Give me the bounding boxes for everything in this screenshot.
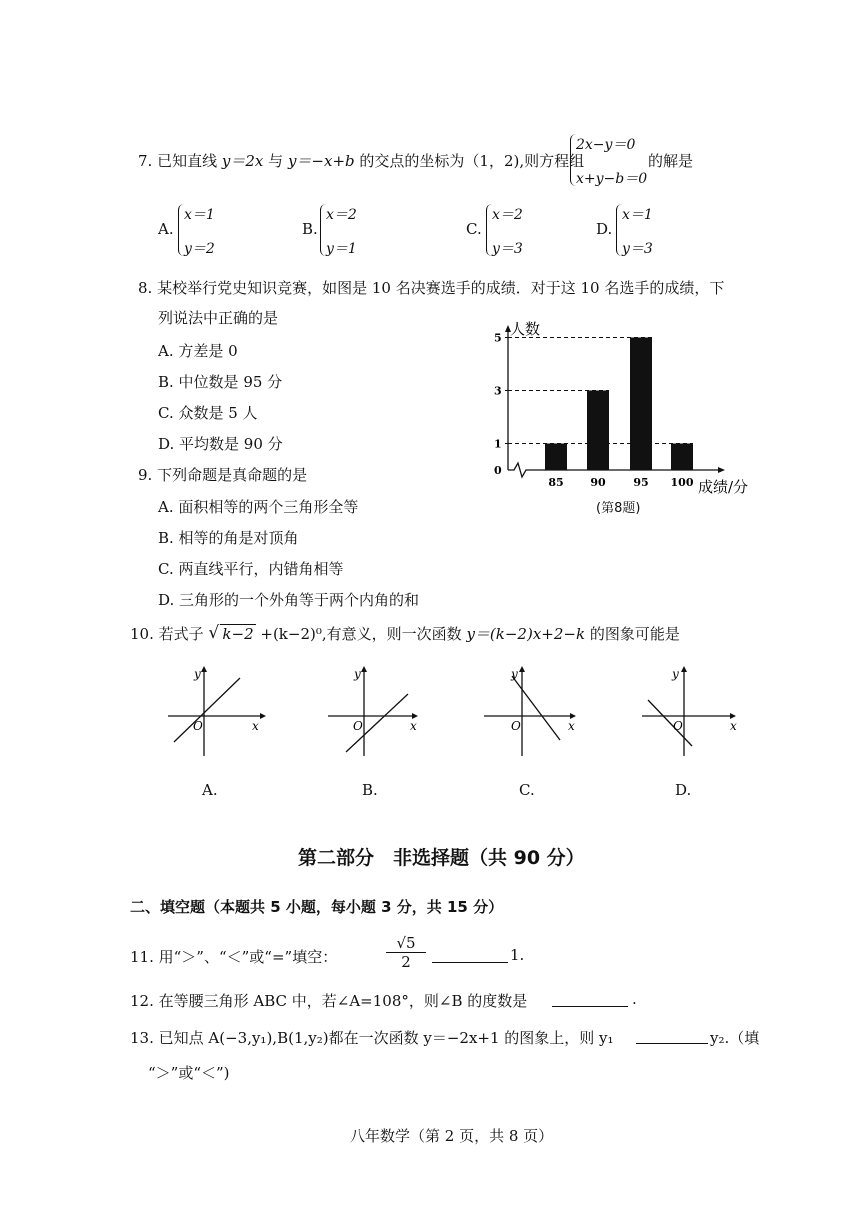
q9-option-b[interactable]: B. 相等的角是对顶角 [158, 529, 299, 547]
q7-line1: y＝2x [221, 152, 264, 170]
x-axis-arrow [718, 467, 725, 473]
y-tick-label: 0 [494, 464, 502, 477]
q9-option-d[interactable]: D. 三角形的一个外角等于两个内角的和 [158, 591, 420, 609]
score-bar-chart [478, 310, 768, 520]
q9-stem: 9. 下列命题是真命题的是 [138, 466, 308, 484]
q9-option-c[interactable]: C. 两直线平行，内错角相等 [158, 560, 344, 578]
option-label: C. [466, 220, 482, 238]
option-bottom: y＝3 [492, 241, 523, 257]
page-footer: 八年数学（第 2 页，共 8 页） [350, 1127, 554, 1145]
bar-95 [630, 338, 652, 471]
origin-label: O [511, 719, 521, 733]
q10-radicand: k−2 [222, 625, 254, 643]
q10-stem [130, 623, 680, 644]
y-axis-label: y [354, 667, 361, 681]
q8-option-b[interactable]: B. 中位数是 95 分 [158, 373, 283, 391]
y-axis-label: y [511, 667, 518, 681]
option-bottom: y＝2 [184, 241, 215, 257]
x-axis-label: x [568, 719, 575, 733]
q10-graph-a[interactable] [160, 660, 270, 760]
q10-graph-d[interactable] [638, 660, 748, 760]
y-axis-title: 人数 [510, 320, 541, 338]
q7-stem-d: 的解是 [648, 152, 694, 170]
option-bottom: y＝1 [326, 241, 357, 257]
q7-line2: y＝−x+b [287, 152, 355, 170]
q8-stem-line1: 8. 某校举行党史知识竞赛，如图是 10 名决赛选手的成绩．对于这 10 名选手的成绩，下 [138, 279, 725, 297]
x-axis-label: x [410, 719, 417, 733]
q12-answer-blank[interactable] [552, 1006, 628, 1007]
q9-option-a[interactable]: A. 面积相等的两个三角形全等 [158, 498, 359, 516]
q13-stem: 13. 已知点 A(−3,y₁),B(1,y₂)都在一次函数 y＝−2x+1 的图象上，则 y₁ [130, 1029, 614, 1047]
option-top: x＝1 [184, 207, 215, 223]
q12-tail: . [632, 990, 637, 1008]
bar-90 [587, 391, 609, 471]
option-label: B. [302, 220, 318, 238]
q10-stem-c: 的图象可能是 [589, 625, 680, 643]
q11-tail: 1. [510, 946, 525, 964]
q11-stem: 11. 用“＞”、“＜”或“=”填空： [130, 948, 338, 966]
y-tick-label: 1 [494, 437, 502, 451]
y-axis-label: y [194, 667, 201, 681]
q11-numerator: √5 [386, 934, 426, 953]
option-top: x＝1 [622, 207, 653, 223]
x-tick-label: 90 [590, 476, 606, 489]
x-tick-label: 85 [548, 476, 564, 489]
q10-sqrt: √ k−2 [208, 623, 254, 643]
x-axis-title: 成绩/分 [698, 478, 749, 496]
x-tick-label: 95 [633, 476, 649, 489]
q10-stem-a: 10. 若式子 [130, 625, 204, 643]
q7-stem-b: 与 [268, 152, 284, 170]
section2-title: 二、填空题（本题共 5 小题，每小题 3 分，共 15 分） [130, 898, 504, 916]
q8-option-c[interactable]: C. 众数是 5 人 [158, 404, 258, 422]
q7-eq2: x+y−b＝0 [576, 171, 648, 187]
q13-answer-blank[interactable] [636, 1043, 708, 1044]
q8-caption: (第8题) [596, 501, 641, 516]
option-label: A. [158, 220, 174, 238]
q10-graph-b[interactable] [322, 660, 432, 760]
q7-stem [138, 150, 584, 171]
option-top: x＝2 [326, 207, 357, 223]
origin-label: O [673, 719, 683, 733]
q8-stem-line2: 列说法中正确的是 [158, 309, 279, 327]
y-tick-label: 5 [494, 331, 502, 345]
bar-85 [545, 444, 567, 471]
q12-stem: 12. 在等腰三角形 ABC 中，若∠A=108°，则∠B 的度数是 [130, 992, 528, 1010]
q7-eq1: 2x−y＝0 [576, 137, 636, 153]
q11-fraction [386, 934, 426, 971]
q7-stem-c: 的交点的坐标为（1，2),则方程组 [359, 152, 585, 170]
q13-line2: “＞”或“＜”) [148, 1064, 230, 1082]
q11-denominator: 2 [401, 953, 411, 971]
q8-option-a[interactable]: A. 方差是 0 [158, 342, 238, 360]
q10-func: y＝(k−2)x+2−k [466, 625, 586, 643]
q10-label-b: B. [362, 781, 378, 799]
origin-label: O [353, 719, 363, 733]
q10-label-c: C. [519, 781, 535, 799]
q10-label-d: D. [675, 781, 692, 799]
q10-graph-c[interactable] [480, 660, 590, 760]
bar-100 [671, 444, 693, 471]
y-axis-label: y [672, 667, 679, 681]
y-tick-label: 3 [494, 384, 502, 398]
x-axis-label: x [730, 719, 737, 733]
q11-answer-blank[interactable] [432, 962, 508, 963]
option-label: D. [596, 220, 613, 238]
q13-mid: y₂.（填 [710, 1029, 760, 1047]
x-tick-label: 100 [670, 476, 694, 489]
q7-stem-a: 7. 已知直线 [138, 152, 218, 170]
q8-option-d[interactable]: D. 平均数是 90 分 [158, 435, 283, 453]
part2-title: 第二部分 非选择题（共 90 分） [298, 847, 585, 869]
x-axis-label: x [252, 719, 259, 733]
origin-label: O [193, 719, 203, 733]
q10-stem-b: +(k−2)⁰,有意义，则一次函数 [260, 625, 462, 643]
q10-label-a: A. [202, 781, 218, 799]
option-bottom: y＝3 [622, 241, 653, 257]
option-top: x＝2 [492, 207, 523, 223]
